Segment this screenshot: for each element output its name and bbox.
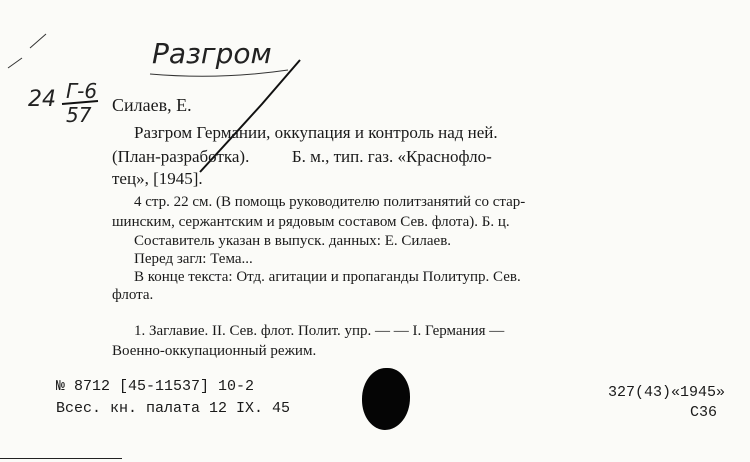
author-sign: С36 bbox=[690, 404, 718, 421]
description-line-1: 4 стр. 22 см. (В помощь руководителю политзанятий со стар- bbox=[134, 194, 526, 210]
classification-index: 327(43)«1945» bbox=[608, 384, 726, 401]
description-line-2: шинским, сержантским и рядовым составом Сев. флота). Б. ц. bbox=[112, 214, 510, 230]
description-line-5: В конце текста: Отд. агитации и пропаганды Политупр. Сев. bbox=[134, 269, 521, 285]
description-line-3: Составитель указан в выпуск. данных: Е. Силаев. bbox=[134, 233, 452, 249]
subject-line-1: 1. Заглавие. II. Сев. флот. Полит. упр. — — I. Германия — bbox=[134, 323, 505, 339]
description-line-6: флота. bbox=[112, 287, 154, 303]
title-line-3: тец», [1945]. bbox=[112, 169, 203, 188]
handwritten-title: Разгром bbox=[152, 37, 272, 70]
shelf-mark-top: Г-6 bbox=[66, 79, 98, 103]
book-chamber-date: Всес. кн. палата 12 IX. 45 bbox=[56, 400, 291, 417]
title-line-2: (План-разработка). Б. м., тип. газ. «Краснофло- bbox=[112, 147, 492, 166]
subject-line-2: Военно-оккупационный режим. bbox=[112, 343, 317, 359]
shelf-mark-left: 24 bbox=[28, 87, 56, 112]
title-line-1: Разгром Германии, оккупация и контроль над ней. bbox=[134, 123, 498, 142]
shelf-mark-bottom: 57 bbox=[66, 103, 92, 127]
record-number: № 8712 [45-11537] 10-2 bbox=[56, 378, 255, 395]
bottom-edge-rule bbox=[0, 458, 122, 459]
author-heading: Силаев, Е. bbox=[112, 95, 192, 115]
description-line-4: Перед загл: Тема... bbox=[134, 251, 253, 267]
